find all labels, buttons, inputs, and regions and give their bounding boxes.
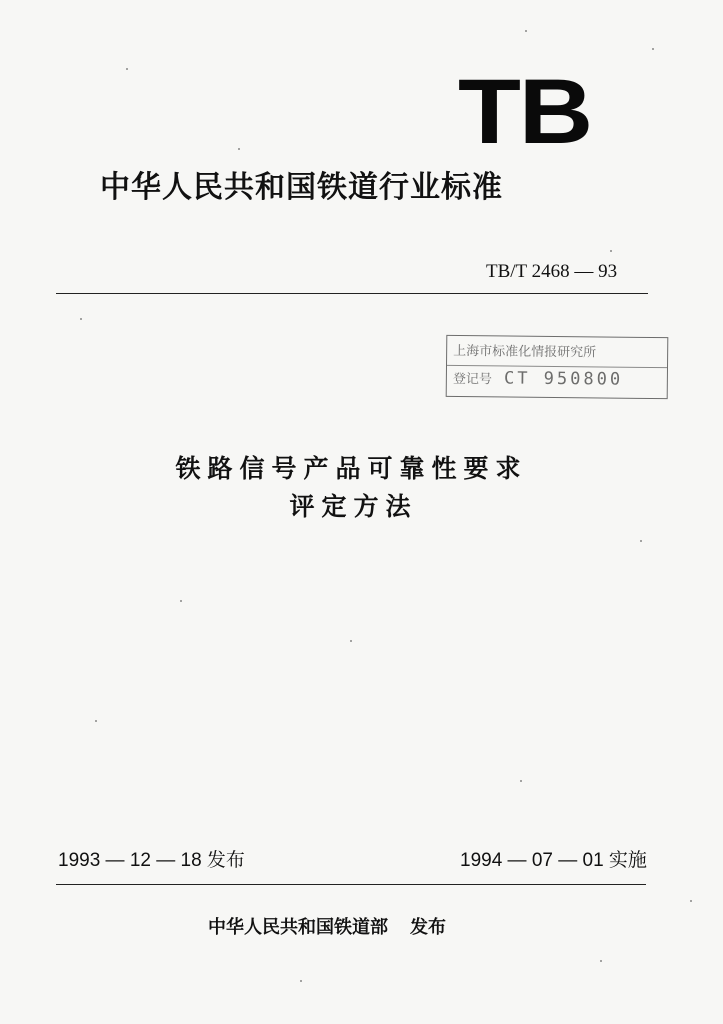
document-title-line-1: 铁路信号产品可靠性要求: [175, 454, 528, 483]
scan-speck: [610, 250, 612, 252]
scan-speck: [80, 318, 82, 320]
document-title-line-2: 评定方法: [289, 492, 418, 521]
standard-code: TB/T 2468 — 93: [486, 261, 618, 282]
scan-speck: [600, 960, 602, 962]
scan-speck: [520, 780, 522, 782]
issuer-line: [208, 913, 446, 939]
stamp-institution: 上海市标准化情报研究所: [453, 343, 597, 361]
bottom-divider: [56, 884, 646, 885]
org-title: 中华人民共和国铁道行业标准: [100, 170, 503, 205]
scan-speck: [300, 980, 302, 982]
effective-date: 1994 — 07 — 01 实施: [460, 850, 647, 871]
top-divider: [56, 293, 648, 294]
scan-speck: [95, 720, 97, 722]
scan-speck: [180, 600, 182, 602]
tb-logo: TB: [458, 61, 591, 163]
stamp-number: CT 950800: [503, 368, 624, 390]
scan-speck: [238, 148, 240, 150]
scan-speck: [652, 48, 654, 50]
scan-speck: [525, 30, 527, 32]
scan-speck: [640, 540, 642, 542]
scan-speck: [126, 68, 128, 70]
issuer-action: 发布: [410, 917, 446, 938]
scan-speck: [690, 900, 692, 902]
stamp-label: 登记号: [452, 371, 492, 388]
scan-speck: [350, 640, 352, 642]
stamp-registration-row: [453, 368, 623, 390]
registration-stamp: [446, 335, 669, 399]
issuer-name: 中华人民共和国铁道部: [208, 917, 388, 938]
issue-date: 1993 — 12 — 18 发布: [58, 850, 245, 871]
